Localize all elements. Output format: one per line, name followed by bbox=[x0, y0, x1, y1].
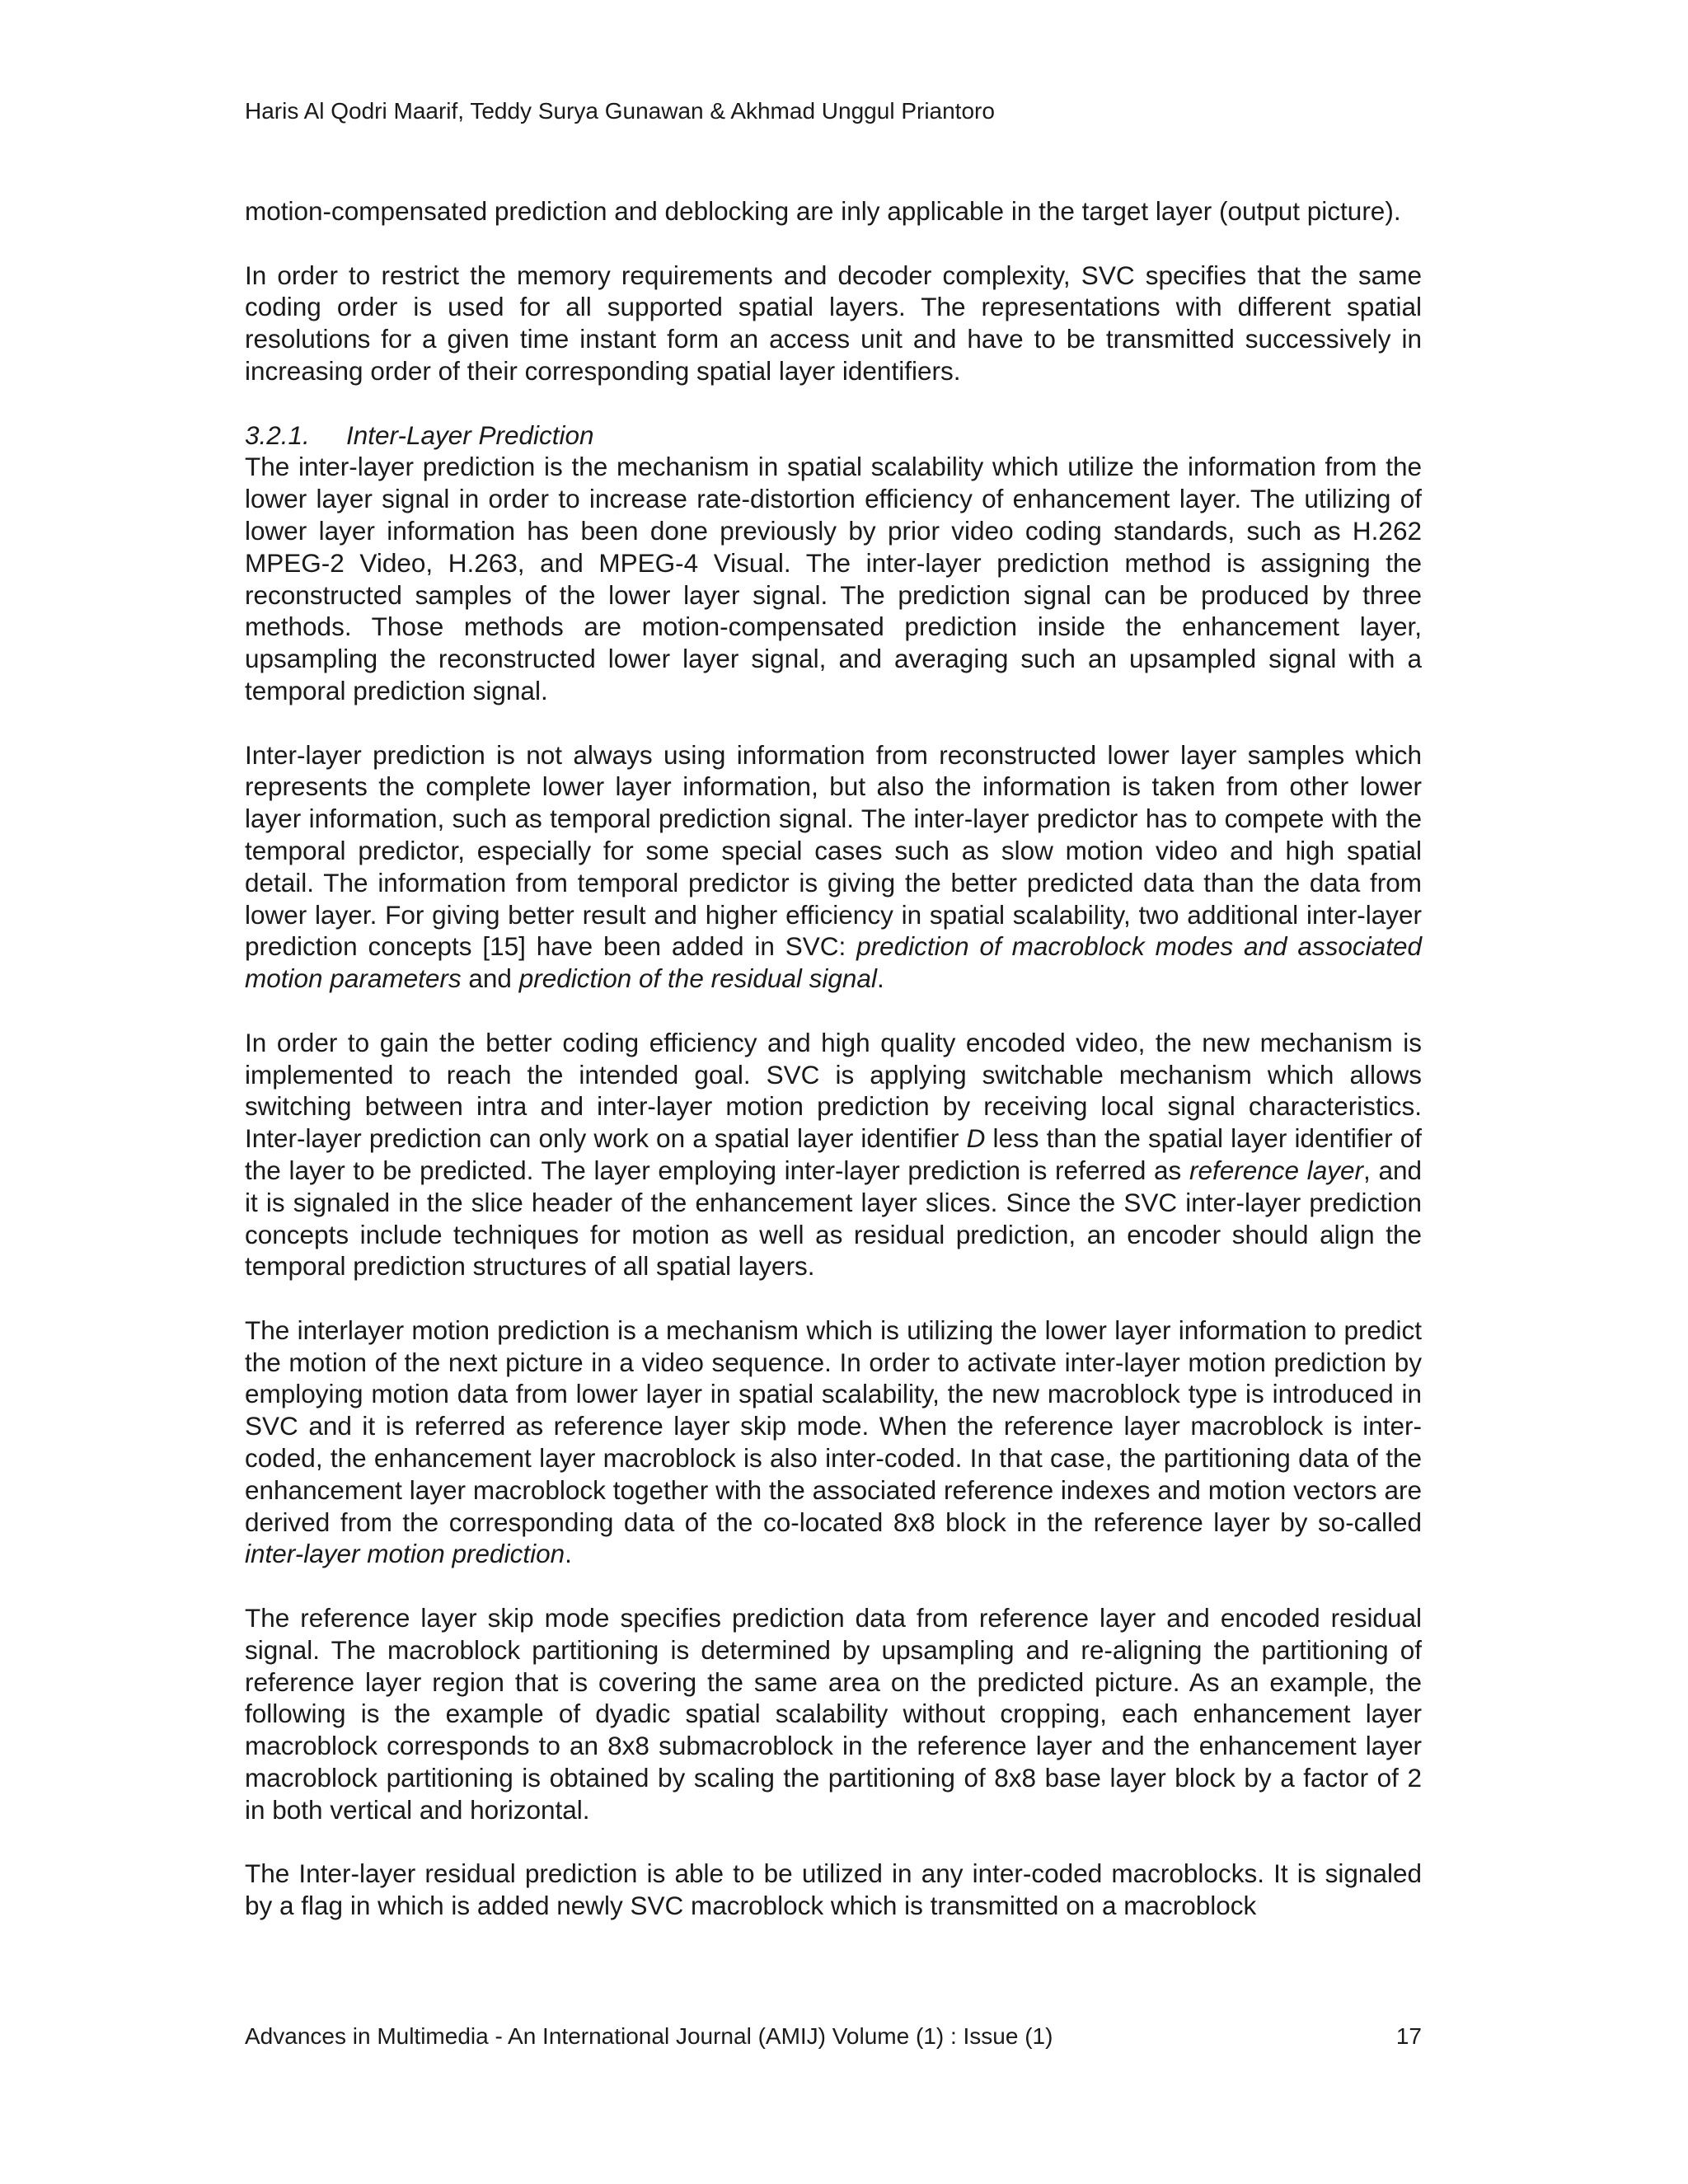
page-number: 17 bbox=[1395, 2023, 1422, 2049]
paragraph-1: motion-compensated prediction and deblocking are inly applicable in the target layer (output picture). bbox=[245, 196, 1401, 226]
paragraph-4: Inter-layer prediction is not always using information from reconstructed lower layer samples which represents the complete lower layer information, but also the information is taken from other lower layer information, such as temporal prediction signal. The inter-layer predictor has to compete with the temporal predictor, especially for some special cases such as slow motion video and high spatial detail. The information from temporal predictor is giving the better predicted data than the data from lower layer. For giving better result and higher efficiency in spatial scalability, two additional inter-layer prediction concepts [15] have been added in SVC: prediction of macroblock modes and associated motion parameters and prediction of the residual signal. bbox=[245, 739, 1422, 994]
paragraph-3: The inter-layer prediction is the mechanism in spatial scalability which utilize the information from the lower layer signal in order to increase rate-distortion efficiency of enhancement layer. The utilizing of lower layer information has been done previously by prior video coding standards, such as H.262 MPEG-2 Video, H.263, and MPEG-4 Visual. The inter-layer prediction method is assigning the reconstructed samples of the lower layer signal. The prediction signal can be produced by three methods. Those methods are motion-compensated prediction inside the enhancement layer, upsampling the reconstructed lower layer signal, and averaging such an upsampled signal with a temporal prediction signal. bbox=[245, 452, 1422, 705]
paragraph-5: In order to gain the better coding efficiency and high quality encoded video, the new mechanism is implemented to reach the intended goal. SVC is applying switchable mechanism which allows switching between intra and inter-layer motion prediction by receiving local signal characteristics. Inter-layer prediction can only work on a spatial layer identifier D less than the spatial layer identifier of the layer to be predicted. The layer employing inter-layer prediction is referred as reference layer, and it is signaled in the slice header of the enhancement layer slices. Since the SVC inter-layer prediction concepts include techniques for motion as well as residual prediction, an encoder should align the temporal prediction structures of all spatial layers. bbox=[245, 1027, 1422, 1282]
paragraph-2: In order to restrict the memory requirements and decoder complexity, SVC specifies that the same coding order is used for all supported spatial layers. The representations with different spatial resolutions for a given time instant form an access unit and have to be transmitted successively in increasing order of their corresponding spatial layer identifiers. bbox=[245, 260, 1422, 386]
section-title: Inter-Layer Prediction bbox=[346, 419, 594, 450]
emphasis-motion-prediction: inter-layer motion prediction bbox=[245, 1539, 565, 1569]
footer-journal: Advances in Multimedia - An International Journal (AMIJ) Volume (1) : Issue (1) bbox=[245, 2023, 1053, 2049]
emphasis-identifier-d: D bbox=[966, 1123, 986, 1154]
paragraph-8: The Inter-layer residual prediction is able to be utilized in any inter-coded macroblocks. It is signaled by a flag in which is added newly SVC macroblock which is transmitted on a macroblock bbox=[245, 1858, 1422, 1921]
emphasis-reference-layer: reference layer bbox=[1189, 1155, 1364, 1185]
section-heading bbox=[245, 419, 1422, 452]
paragraph-6: The interlayer motion prediction is a mechanism which is utilizing the lower layer information to predict the motion of the next picture in a video sequence. In order to activate inter-layer motion prediction by employing motion data from lower layer in spatial scalability, the new macroblock type is introduced in SVC and it is referred as reference layer skip mode. When the reference layer macroblock is inter-coded, the enhancement layer macroblock is also inter-coded. In that case, the partitioning data of the enhancement layer macroblock together with the associated reference indexes and motion vectors are derived from the corresponding data of the co-located 8x8 block in the reference layer by so-called inter-layer motion prediction. bbox=[245, 1315, 1422, 1569]
emphasis-macroblock-modes: prediction of macroblock modes and associated motion parameters bbox=[245, 931, 1422, 994]
paragraph-7: The reference layer skip mode specifies prediction data from reference layer and encoded residual signal. The macroblock partitioning is determined by upsampling and re-aligning the partitioning of reference layer region that is covering the same area on the predicted picture. As an example, the following is the example of dyadic spatial scalability without cropping, each enhancement layer macroblock corresponds to an 8x8 submacroblock in the reference layer and the enhancement layer macroblock partitioning is obtained by scaling the partitioning of 8x8 base layer block by a factor of 2 in both vertical and horizontal. bbox=[245, 1603, 1422, 1825]
section-number: 3.2.1. bbox=[245, 419, 310, 450]
emphasis-residual-signal: prediction of the residual signal bbox=[518, 963, 877, 994]
main-text bbox=[245, 195, 1422, 1922]
running-header-authors: Haris Al Qodri Maarif, Teddy Surya Gunawan & Akhmad Unggul Priantoro bbox=[245, 98, 995, 124]
